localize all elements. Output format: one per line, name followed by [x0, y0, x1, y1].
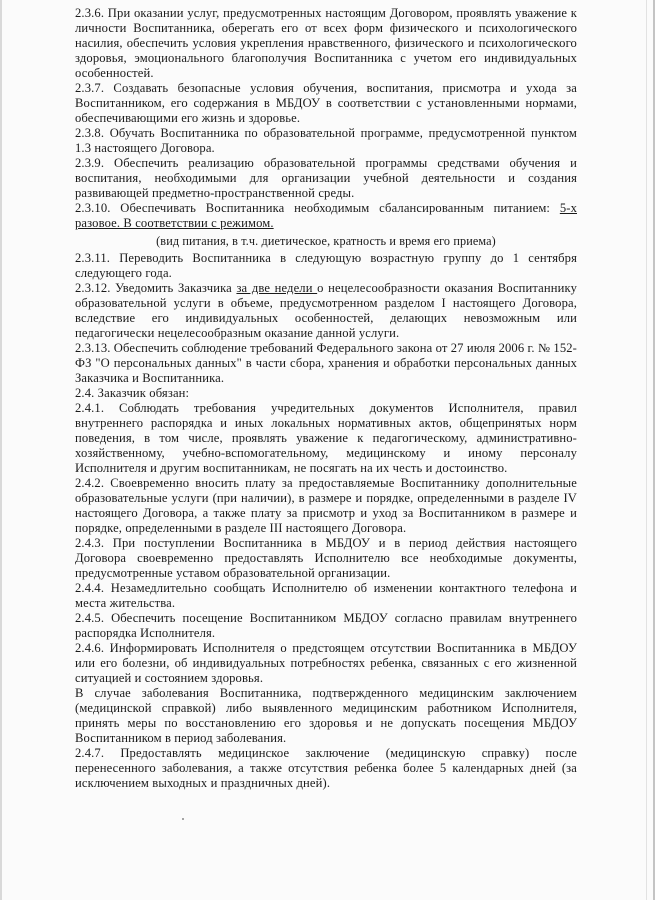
clause-2-4-6: 2.4.6. Информировать Исполнителя о предстоящем отсутствии Воспитанника в МБДОУ или его болезни, об индивидуальных потребностях ребенка, связанных с его жизненной ситуацией и состоянием здоровья.: [75, 641, 577, 685]
clause-2-4-2: 2.4.2. Своевременно вносить плату за предоставляемые Воспитаннику дополнительные образовательные услуги (при наличии), в размере и порядке, определенными в разделе IV настоящего Договора, а также плату за присмотр и уход за Воспитанником в размере и порядке, определенными в разделе III настоящего Договора.: [75, 476, 577, 535]
clause-2-3-12: [75, 281, 577, 341]
clause-2-3-11: 2.3.11. Переводить Воспитанника в следующую возрастную группу до 1 сентября следующего года.: [75, 251, 577, 280]
clause-2-4-5: 2.4.5. Обеспечить посещение Воспитанником МБДОУ согласно правилам внутреннего распорядка Исполнителя.: [75, 611, 577, 640]
clause-2-3-10-fill: 5-х разовое. В соответствии с режимом.: [75, 201, 577, 230]
clause-illness: В случае заболевания Воспитанника, подтвержденного медицинским заключением (медицинской справкой) либо выявленного медицинским работником Исполнителя, принять меры по восстановлению его здоровья и не допускать посещения МБДОУ Воспитанником в период заболевания.: [75, 686, 577, 745]
clause-2-3-10-hint: (вид питания, в т.ч. диетическое, кратность и время его приема): [156, 234, 496, 248]
clause-2-4-4: 2.4.4. Незамедлительно сообщать Исполнителю об изменении контактного телефона и места жительства.: [75, 581, 577, 610]
clause-2-4-3: 2.4.3. При поступлении Воспитанника в МБДОУ и в период действия настоящего Договора своевременно предоставлять Исполнителю все необходимые документы, предусмотренные уставом образовательной организации.: [75, 536, 577, 580]
clause-2-3-12-a: 2.3.12. Уведомить Заказчика: [75, 281, 237, 295]
clause-2-4-7: 2.4.7. Предоставлять медицинское заключение (медицинскую справку) после перенесенного заболевания, а также отсутствия ребенка более 5 календарных дней (за исключением выходных и праздничных дней).: [75, 746, 577, 790]
clause-2-3-13: 2.3.13. Обеспечить соблюдение требований Федерального закона от 27 июля 2006 г. № 152-ФЗ "О персональных данных" в части сбора, хранения и обработки персональных данных Заказчика и Воспитанника.: [75, 341, 577, 385]
clause-2-4-1: 2.4.1. Соблюдать требования учредительных документов Исполнителя, правил внутреннего распорядка и иных локальных нормативных актов, общепринятых норм поведения, в том числе, проявлять уважение к педагогическому, административно-хозяйственному, учебно-вспомогательному, медицинскому и иному персоналу Исполнителя и другим воспитанникам, не посягать на их честь и достоинство.: [75, 401, 577, 475]
clause-2-3-9: 2.3.9. Обеспечить реализацию образовательной программы средствами обучения и воспитания, необходимыми для организации учебной деятельности и создания развивающей предметно-пространственной среды.: [75, 156, 577, 200]
clause-2-3-10: [75, 201, 577, 231]
section-2-4-heading: 2.4. Заказчик обязан:: [75, 386, 190, 400]
scan-speck: [182, 818, 184, 820]
clause-2-3-12-fill: за две недели: [236, 281, 318, 295]
document-body: [75, 6, 577, 791]
clause-2-3-8: 2.3.8. Обучать Воспитанника по образовательной программе, предусмотренной пунктом 1.3 настоящего Договора.: [75, 126, 577, 155]
clause-2-3-12-b: о нецелесообразности оказания Воспитаннику образовательной услуги в объеме, предусмотренном разделом I настоящего Договора, вследствие его индивидуальных особенностей, делающих невозможным или педагогически нецелесообразным оказание данной услуги.: [75, 281, 577, 340]
clause-2-3-7: 2.3.7. Создавать безопасные условия обучения, воспитания, присмотра и ухода за Воспитанником, его содержания в МБДОУ в соответствии с установленными нормами, обеспечивающими его жизнь и здоровье.: [75, 81, 577, 125]
clause-2-3-6: 2.3.6. При оказании услуг, предусмотренных настоящим Договором, проявлять уважение к личности Воспитанника, оберегать его от всех форм физического и психологического насилия, обеспечить условия укрепления нравственного, физического и психологического здоровья, эмоционального благополучия Воспитанника с учетом его индивидуальных особенностей.: [75, 6, 577, 80]
clause-2-3-10-lead: 2.3.10. Обеспечивать Воспитанника необходимым сбалансированным питанием:: [75, 201, 560, 215]
